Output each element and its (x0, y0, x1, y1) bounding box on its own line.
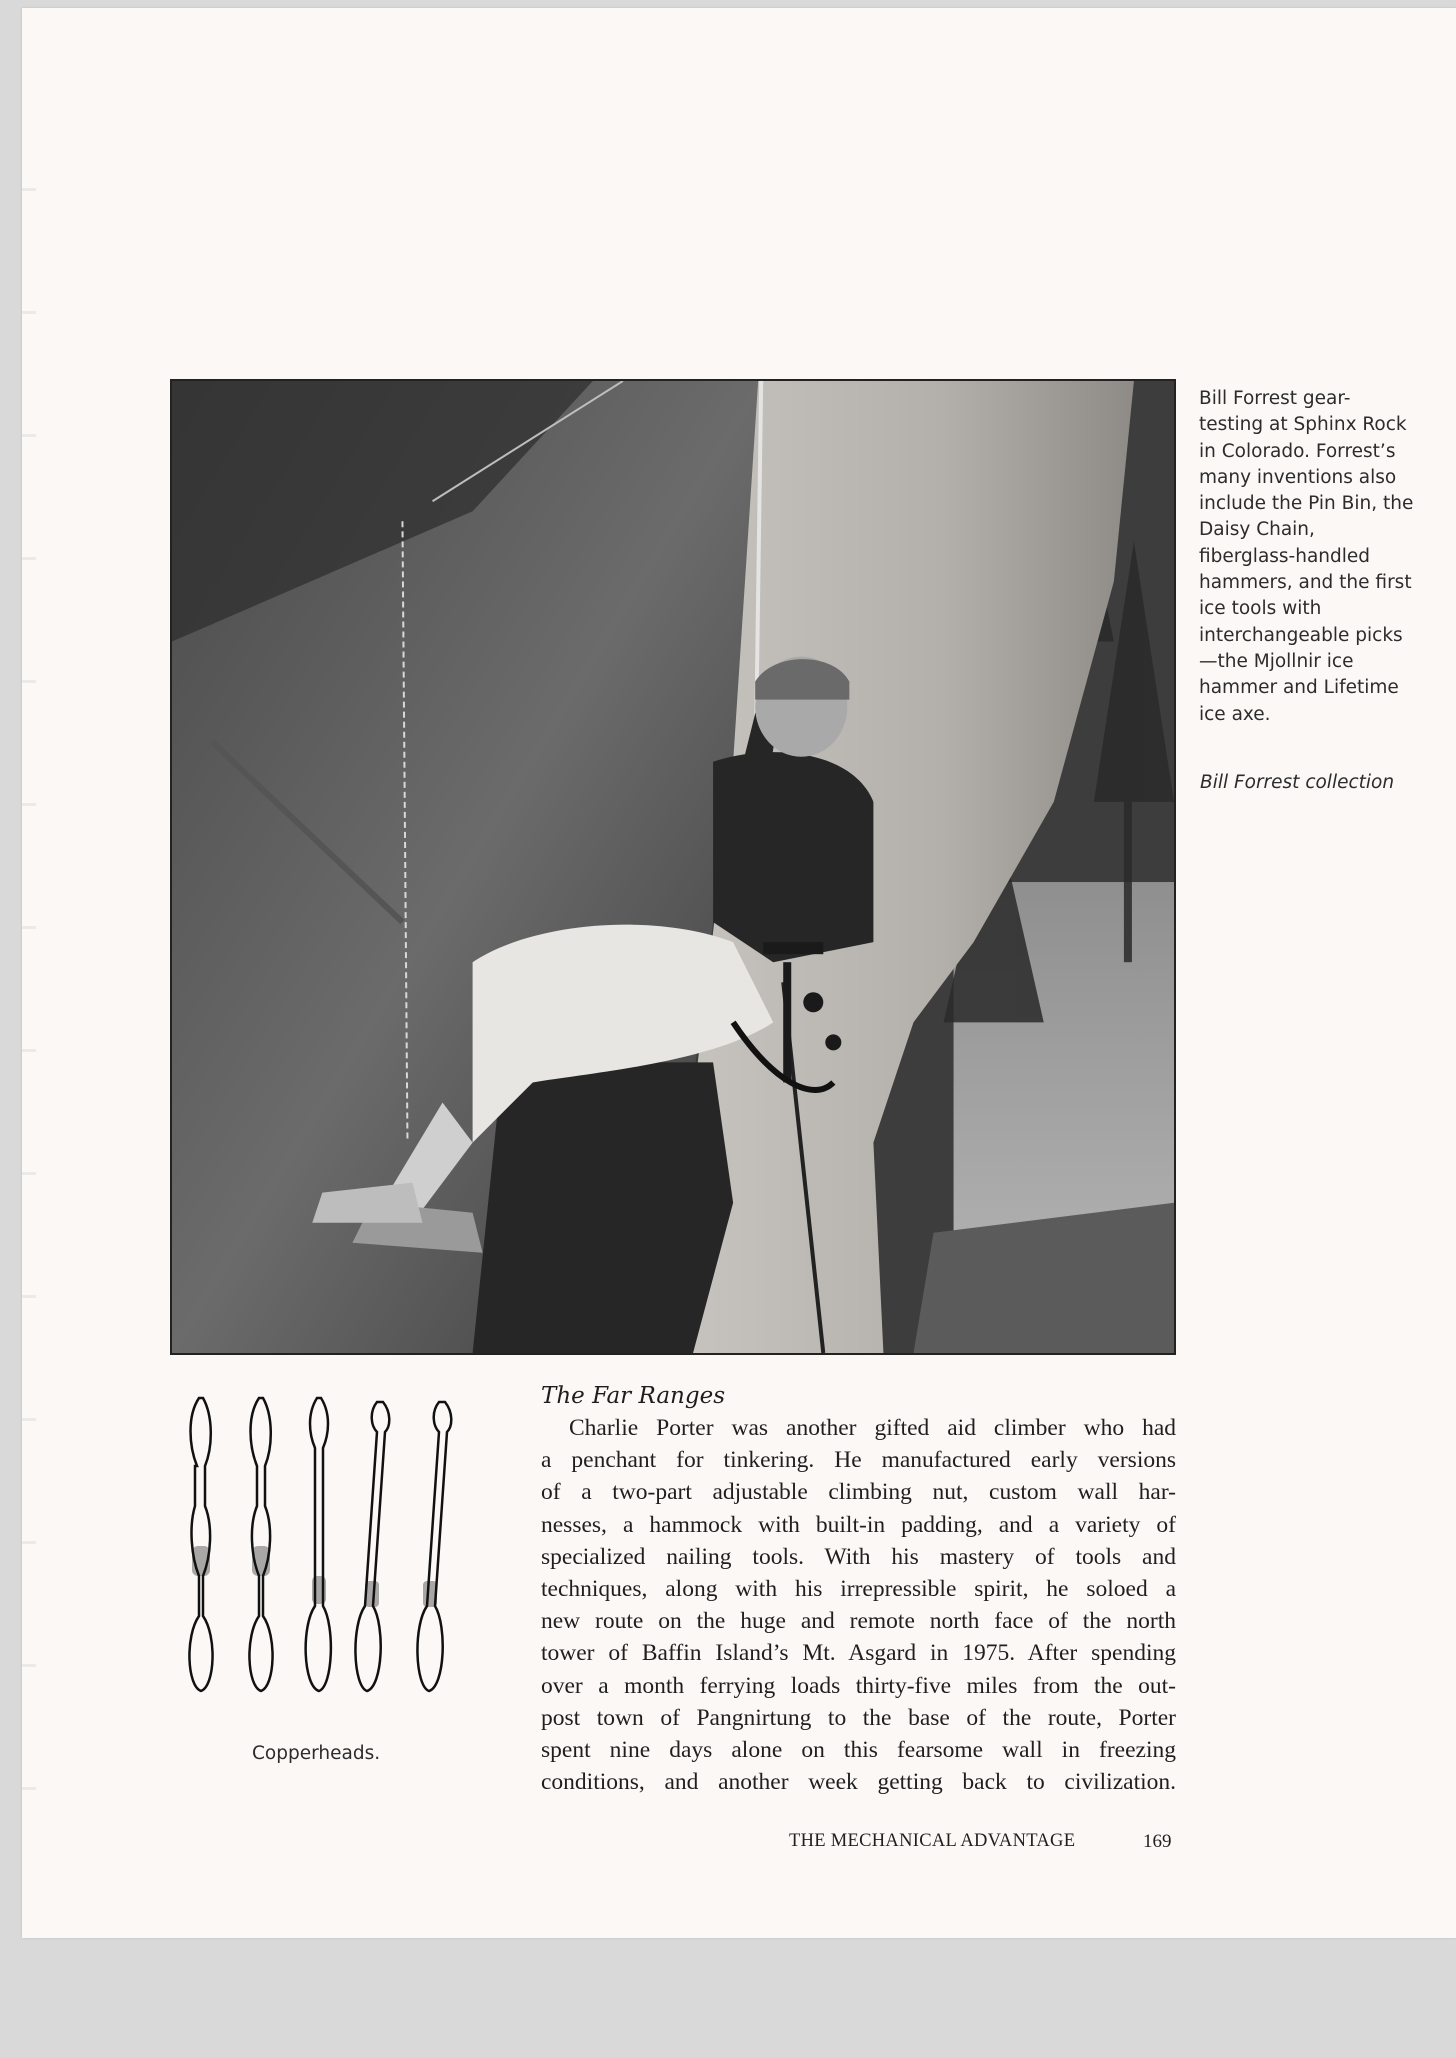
body-line: conditions, and another week getting back to civilization. (541, 1769, 1176, 1796)
body-line: new route on the huge and remote north face of the north (541, 1608, 1176, 1635)
page-edge-shading (22, 68, 36, 1868)
section-heading: The Far Ranges (541, 1383, 725, 1409)
body-line: over a month ferrying loads thirty-five miles from the out- (541, 1672, 1176, 1699)
body-line: techniques, along with his irrepressible spirit, he soloed a (541, 1576, 1176, 1603)
photo-caption: Bill Forrest gear-testing at Sphinx Rock in Colorado. Forrest’s many inventions also include the Pin Bin, the Daisy Chain, fiberglass-handled hammers, and the first ice tools with interchangeable picks—the Mjollnir ice hammer and Lifetime ice axe. (1199, 388, 1414, 725)
body-line: of a two-part adjustable climbing nut, custom wall har- (541, 1479, 1176, 1506)
page-number: 169 (1143, 1831, 1172, 1852)
article-body (541, 1412, 1176, 1798)
climber-photo-image (172, 381, 1174, 1353)
book-page (22, 8, 1456, 1938)
body-line: post town of Pangnirtung to the base of the route, Porter (541, 1704, 1176, 1731)
body-line: specialized nailing tools. With his mastery of tools and (541, 1543, 1176, 1570)
body-line: a penchant for tinkering. He manufactured early versions (541, 1447, 1176, 1474)
copperheads-illustration (177, 1386, 477, 1726)
figure-caption: Copperheads. (252, 1743, 381, 1764)
body-line: nesses, a hammock with built-in padding, and a variety of (541, 1511, 1176, 1538)
photo-credit: Bill Forrest collection (1200, 772, 1395, 793)
copperheads-drawing (177, 1386, 477, 1726)
body-line: Charlie Porter was another gifted aid climber who had (569, 1415, 1176, 1441)
running-footer: THE MECHANICAL ADVANTAGE (789, 1831, 1076, 1851)
climber-photo (170, 379, 1176, 1355)
body-line: tower of Baffin Island’s Mt. Asgard in 1975. After spending (541, 1640, 1176, 1667)
body-line: spent nine days alone on this fearsome wall in freezing (541, 1737, 1176, 1764)
